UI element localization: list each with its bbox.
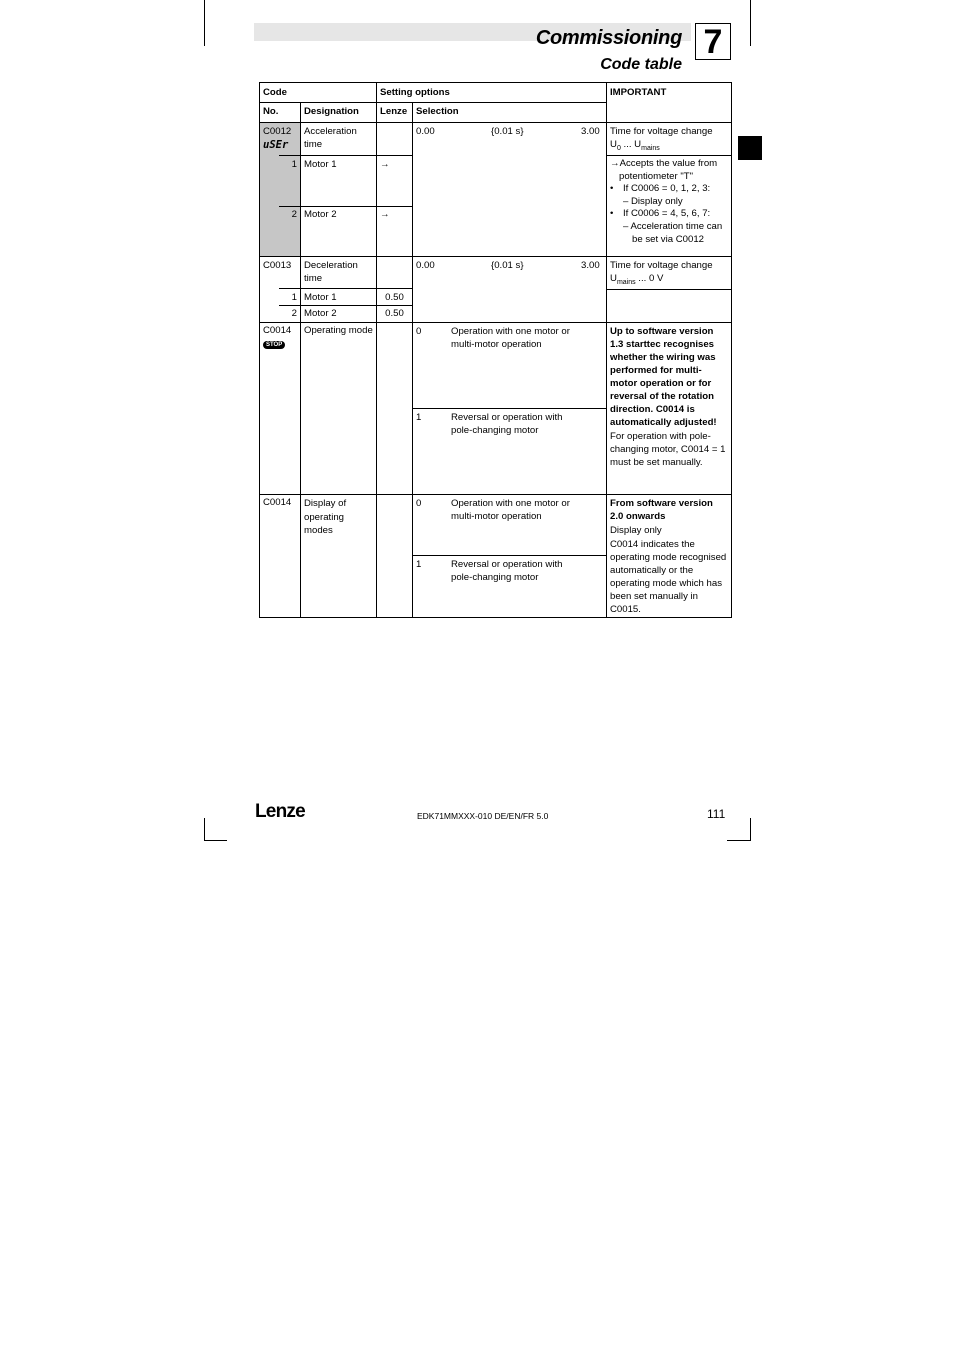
c0013-sel-max: 3.00 — [581, 260, 600, 271]
c0013-sub2-no: 2 — [291, 308, 297, 319]
crop-mark — [727, 840, 751, 841]
crop-mark — [204, 0, 205, 46]
c0014a-important: Up to software version 1.3 starttec recognises whether the wiring was performed for multi-motor operation or for reversal of the rotation direction. C0014 is automatically adjusted! For operation with pole-changing motor, C0014 = 1 must be set manually. — [610, 326, 726, 468]
c0014a-opt0-value: 0 — [416, 326, 422, 337]
c0014b-designation: Display of operating modes — [304, 498, 347, 536]
col-header-selection: Selection — [416, 106, 459, 117]
c0012-sub2-lenze: → — [380, 209, 390, 220]
c0013-sub2-name: Motor 2 — [304, 308, 337, 319]
c0014a-designation: Operating mode — [304, 325, 373, 336]
col-header-important: IMPORTANT — [610, 87, 667, 98]
c0014b-opt1-value: 1 — [416, 559, 422, 570]
c0013-sub1-no: 1 — [291, 292, 297, 303]
c0012-sub2-name: Motor 2 — [304, 209, 337, 220]
c0014a-opt1-value: 1 — [416, 412, 422, 423]
c0014a-opt0-text: Operation with one motor or multi-motor operation — [451, 326, 570, 350]
c0013-sub2-lenze: 0.50 — [385, 308, 404, 319]
crop-mark — [204, 818, 205, 841]
c0013-important: Time for voltage change $U_{mains}$ ... 0 V — [610, 260, 713, 286]
c0013-sel-step: {0.01 s} — [491, 260, 524, 271]
c0014a-code: C0014 STOP — [263, 325, 292, 348]
chapter-tab-marker — [738, 136, 762, 160]
lenze-logo: Lenze — [255, 801, 305, 822]
c0012-sub1-no: 1 — [291, 159, 297, 170]
col-header-setting-options: Setting options — [380, 87, 450, 98]
col-header-code: Code — [263, 87, 287, 98]
page-subtitle: Code table — [600, 56, 682, 73]
c0014b-code: C0014 — [263, 497, 292, 508]
c0012-sel-step: {0.01 s} — [491, 126, 524, 137]
c0014b-opt1-text: Reversal or operation with pole-changing motor — [451, 559, 563, 583]
page-number: 111 — [707, 807, 726, 821]
crop-mark — [204, 840, 227, 841]
c0012-sel-max: 3.00 — [581, 126, 600, 137]
page-title: Commissioning — [535, 27, 682, 49]
col-header-no: No. — [263, 106, 279, 117]
c0012-sub1-name: Motor 1 — [304, 159, 337, 170]
code-number: C0012 — [263, 126, 292, 137]
c0012-designation: Acceleration time — [304, 126, 357, 150]
document-id: EDK71MMXXX-010 DE/EN/FR 5.0 — [417, 811, 549, 821]
c0014b-important: From software version 2.0 onwards Display only C0014 indicates the operating mode recognised automatically or the operating mode which has been set manually in C0015. — [610, 498, 727, 615]
c0013-sel-min: 0.00 — [416, 260, 435, 271]
display-code: uSEr — [263, 138, 289, 151]
c0013-code: C0013 — [263, 260, 292, 271]
c0012-sub2-no: 2 — [291, 209, 297, 220]
c0013-designation: Deceleration time — [304, 260, 358, 284]
c0014a-opt1-text: Reversal or operation with pole-changing motor — [451, 412, 563, 436]
chapter-number: 7 — [695, 23, 731, 60]
c0012-sub1-lenze: → — [380, 159, 390, 170]
c0012-sel-min: 0.00 — [416, 126, 435, 137]
col-header-lenze: Lenze — [380, 106, 408, 117]
crop-mark — [750, 818, 751, 841]
c0012-important: Time for voltage change $U_0$ ... $U_{mains}$ — [610, 126, 713, 152]
crop-mark — [750, 0, 751, 46]
c0014b-opt0-value: 0 — [416, 498, 422, 509]
c0014b-opt0-text: Operation with one motor or multi-motor operation — [451, 498, 570, 522]
c0012-code — [260, 124, 300, 153]
c0013-sub1-name: Motor 1 — [304, 292, 337, 303]
c0012-note: →Accepts the value from potentiometer "T" • If C0006 = 0, 1, 2, 3: – Display only • If C0006 = 4, 5, 6, 7: – Acceleration time can be set via C0012 — [607, 156, 731, 248]
c0013-sub1-lenze: 0.50 — [385, 292, 404, 303]
stop-badge: STOP — [263, 341, 285, 349]
col-header-designation: Designation — [304, 106, 359, 117]
